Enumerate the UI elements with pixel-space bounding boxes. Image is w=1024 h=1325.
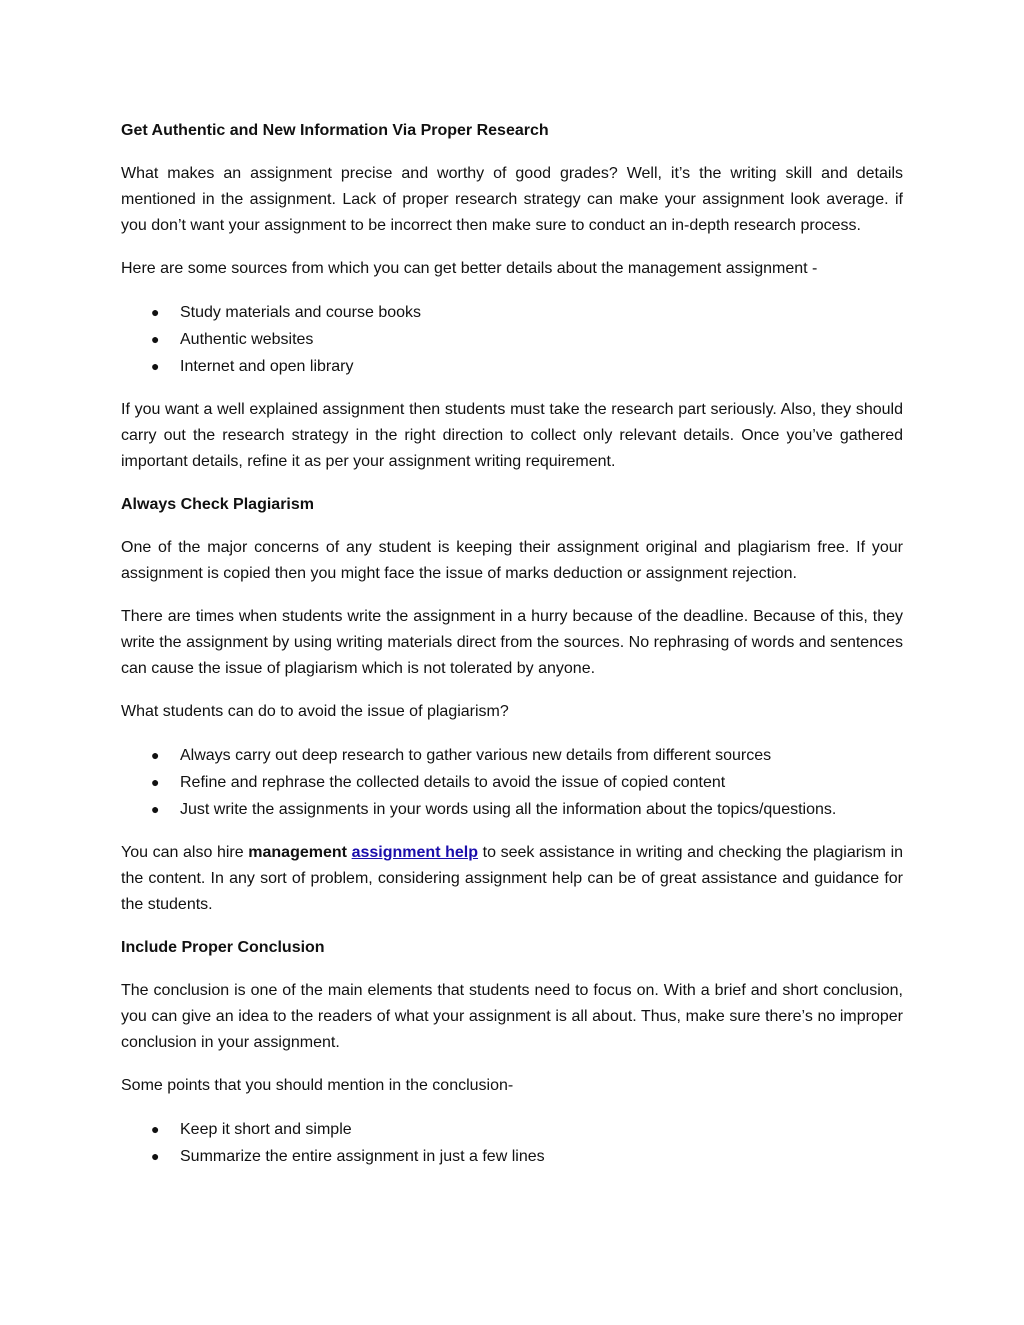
paragraph: If you want a well explained assignment then students must take the research part seriously. Also, they should carry out the research strategy in the right direction to collect only relevant details. Once you’ve gathered important details, refine it as per your assignment writing requirement.	[121, 401, 903, 470]
bold-text: management	[248, 844, 347, 861]
bullet-list-sources	[121, 299, 903, 380]
paragraph: One of the major concerns of any student is keeping their assignment original and plagiarism free. If your assignment is copied then you might face the issue of marks deduction or assignment rejection.	[121, 539, 903, 582]
bullet-icon: ●	[151, 304, 160, 320]
bullet-icon: ●	[151, 358, 160, 374]
paragraph: The conclusion is one of the main elements that students need to focus on. With a brief and short conclusion, you can give an idea to the readers of what your assignment is all about. Thus, make sure there’s no improper conclusion in your assignment.	[121, 982, 903, 1051]
bullet-icon: ●	[151, 774, 160, 790]
paragraph: Some points that you should mention in the conclusion-	[121, 1077, 514, 1094]
paragraph: What makes an assignment precise and worthy of good grades? Well, it’s the writing skill and details mentioned in the assignment. Lack of proper research strategy can make your assignment look average. if you don’t want your assignment to be incorrect then make sure to conduct an in-depth research process.	[121, 165, 903, 234]
list-item	[121, 1116, 903, 1143]
paragraph-hire-help	[121, 840, 903, 918]
section-heading-plagiarism: Always Check Plagiarism	[121, 496, 314, 513]
bullet-list-plagiarism-tips	[121, 742, 903, 823]
bullet-icon: ●	[151, 1148, 160, 1164]
text-run: to seek assistance in writing and checking the plagiarism in the content. In any sort of problem, considering assignment help can be of great assistance and guidance for the students.	[121, 844, 904, 913]
list-item-text: Internet and open library	[180, 358, 354, 375]
list-item-text: Just write the assignments in your words using all the information about the topics/questions.	[180, 801, 837, 818]
list-item-text: Keep it short and simple	[180, 1121, 352, 1138]
list-item-text: Refine and rephrase the collected details to avoid the issue of copied content	[180, 774, 726, 791]
section-heading-conclusion: Include Proper Conclusion	[121, 939, 325, 956]
assignment-help-link[interactable]: assignment help	[351, 844, 479, 861]
document-page	[121, 118, 903, 1187]
list-item	[121, 796, 903, 823]
list-item-text: Study materials and course books	[180, 304, 422, 321]
list-item	[121, 742, 903, 769]
bullet-list-conclusion-points	[121, 1116, 903, 1170]
list-item-text: Always carry out deep research to gather various new details from different sources	[180, 747, 772, 764]
paragraph: What students can do to avoid the issue of plagiarism?	[121, 703, 509, 720]
text-run: You can also hire	[121, 844, 249, 861]
list-item	[121, 769, 903, 796]
list-item	[121, 1143, 903, 1170]
list-item	[121, 353, 903, 380]
paragraph: There are times when students write the assignment in a hurry because of the deadline. Because of this, they write the assignment by using writing materials direct from the sources. No rephrasing of words and sentences can cause the issue of plagiarism which is not tolerated by anyone.	[121, 608, 903, 677]
bullet-icon: ●	[151, 747, 160, 763]
list-item-text: Summarize the entire assignment in just a few lines	[180, 1148, 545, 1165]
bullet-icon: ●	[151, 1121, 160, 1137]
list-item-text: Authentic websites	[180, 331, 314, 348]
paragraph: Here are some sources from which you can get better details about the management assignment -	[121, 260, 818, 277]
section-heading-research: Get Authentic and New Information Via Proper Research	[121, 122, 549, 139]
bullet-icon: ●	[151, 331, 160, 347]
list-item	[121, 299, 903, 326]
bullet-icon: ●	[151, 801, 160, 817]
list-item	[121, 326, 903, 353]
